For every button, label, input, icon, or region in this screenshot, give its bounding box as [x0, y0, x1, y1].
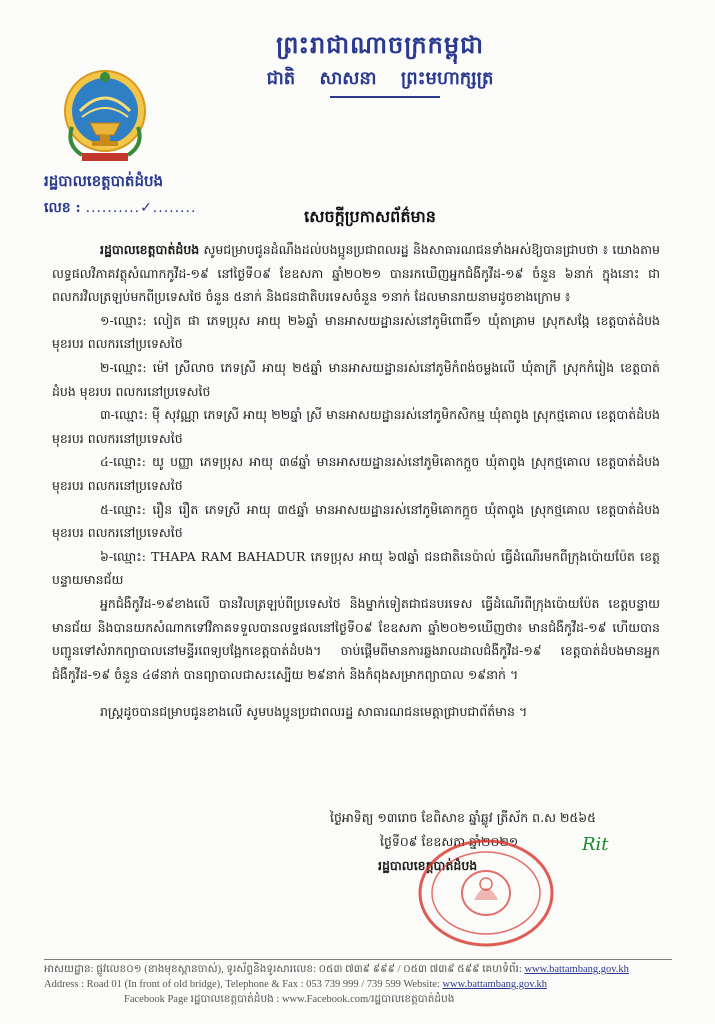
patient-item-5: ៥-ឈ្មោះ: រឿន រឿត ភេទស្រី អាយុ ៣៥ឆ្នាំ មានអាសយដ្ឋានរស់នៅភូមិគោកក្អួច ឃុំតាពូង ស្រុកថ្មគោល ខេត្តបាត់ដំបង មុខរបរ ពលករនៅប្រទេសថៃ — [52, 501, 660, 541]
patient-item-2: ២-ឈ្មោះ: ម៉ៅ ស្រីលាច ភេទស្រី អាយុ ២៥ឆ្នាំ មានអាសយដ្ឋានរស់នៅភូមិកំពង់ចម្លងលើ ឃុំតាក្រី ស្រុកកំរៀង ខេត្តបាត់ដំបង មុខរបរ ពលករនៅប្រទេសថៃ — [52, 359, 660, 399]
issuing-office: រដ្ឋបាលខេត្តបាត់ដំបង — [44, 172, 164, 190]
reference-value: ..........✓........ — [85, 200, 197, 216]
kingdom-heading: ព្រះរាជាណាចក្រកម្ពុជា — [276, 30, 484, 59]
footer-divider — [44, 959, 672, 960]
intro-lead: រដ្ឋបាលខេត្តបាត់ដំបង — [100, 242, 200, 257]
handwritten-signature: Rit — [582, 834, 609, 855]
document-body — [52, 238, 660, 724]
closing-paragraph: រាស្ត្រដូចបានជម្រាបជូនខាងលើ សូមបងប្អូនប្រជាពលរដ្ឋ សាធារណជនមេត្តាជ្រាបជាព័ត៌មាន ។ — [100, 704, 528, 720]
footer-line-english — [44, 977, 674, 992]
official-seal-stamp — [416, 838, 556, 948]
footer-address-label: Address — [44, 979, 79, 990]
footer-address-english: : Road 01 (In front of old bridge), Telephone & Fax : 053 739 999 / 739 599 Website: — [81, 979, 440, 990]
summary-paragraph: អ្នកជំងឺកូវីដ-១៩ខាងលើ បានវិលត្រឡប់ពីប្រទេសថៃ និងម្នាក់ទៀតជាជនបរទេស ធ្វើដំណើរពីក្រុងប៉ោយប៉ែត ខេត្តបន្ទាយមានជ័យ និងបានយកសំណាកទៅវិភាគទទួលបានលទ្ធផលនៅថ្ងៃទី០៩ ខែឧសភា ឆ្នាំ២០២១ឃើញថា៖ មានជំងឺកូវីដ-១៩ ហើយបានបញ្ជូនទៅសំរាកព្យាបាលនៅមន្ទីរពេទ្យបង្អែកខេត្តបាត់ដំបង។ ចាប់ផ្តើមពីមានការឆ្លងរាលដាលជំងឺកូវីដ-១៩ ខេត្តបាត់ដំបងមានអ្នកជំងឺកូវីដ-១៩ ចំនួន ៤៨នាក់ បានព្យាបាលជាសះស្បើយ ២៩នាក់ និងកំពុងសម្រាកព្យាបាល ១៩នាក់ ។ — [52, 595, 660, 682]
national-motto: ជាតិ សាសនា ព្រះមហាក្សត្រ — [266, 68, 494, 89]
intro-text: សូមជម្រាបជូនដំណឹងដល់បងប្អូនប្រជាពលរដ្ឋ និងសាធារណជនទាំងអស់ឱ្យបានជ្រាបថា ៖ យោងតាមលទ្ធផលវិភាគវត្ថុសំណាកកូវីដ-១៩ នៅថ្ងៃទី០៩ ខែឧសភា ឆ្នាំ២០២១ បានរកឃើញអ្នកជំងឺកូវីដ-១៩ ចំនួន ៦នាក់ ក្នុងនោះ ជាពលករវិលត្រឡប់មកពីប្រទេសថៃ ចំនួន ៥នាក់ និងជនជាតិបរទេសចំនួន ១នាក់ ដែលមានរាយនាមដូចខាងក្រោម ៖ — [52, 242, 660, 305]
patient-item-1: ១-ឈ្មោះ: លៀត ផា ភេទប្រុស អាយុ ២៦ឆ្នាំ មានអាសយដ្ឋានរស់នៅភូមិពោធិ៍១ ឃុំតាគ្រាម ស្រុកសង្កែ ខេត្តបាត់ដំបង មុខរបរ ពលករនៅប្រទេសថៃ — [52, 312, 660, 352]
provincial-emblem-icon — [62, 65, 148, 165]
reference-label: លេខ : — [44, 200, 81, 216]
motto-divider — [330, 96, 440, 98]
solar-date: ថ្ងៃទី០៩ ខែឧសភា ឆ្នាំ២០២១ — [380, 834, 519, 849]
patient-item-4: ៤-ឈ្មោះ: យូ បញ្ញា ភេទប្រុស អាយុ ៣៨ឆ្នាំ មានអាសយដ្ឋានរស់នៅភូមិគោកក្អួច ឃុំតាពូង ស្រុកថ្មគោល ខេត្តបាត់ដំបង មុខរបរ ពលករនៅប្រទេសថៃ — [52, 454, 660, 493]
patient-item-3: ៣-ឈ្មោះ: ម៉ី សុវណ្ណា ភេទស្រី អាយុ ២២ឆ្នាំ ស្រី មានអាសយដ្ឋានរស់នៅភូមិកសិកម្ម ឃុំតាពូង ស្រុកថ្មគោល ខេត្តបាត់ដំបង មុខរបរ ពលករនៅប្រទេសថៃ — [52, 407, 660, 446]
intro-paragraph — [52, 238, 660, 309]
signer-office: រដ្ឋបាលខេត្តបាត់ដំបង — [378, 858, 478, 873]
reference-number — [44, 198, 196, 219]
footer-address-khmer: អាសយដ្ឋាន: ផ្លូវលេខ០១ (ខាងមុខស្ពានចាស់), ទូរស័ព្ទនិងទូរសារលេខ: ០៥៣ ៧៣៩ ៩៩៩ / ០៥៣ ៧៣៩ ៥៩៩ គេហទំព័រ: — [44, 964, 522, 975]
footer-facebook: Facebook Page រដ្ឋបាលខេត្តបាត់ដំបង : www.Facebook.com/រដ្ឋបាលខេត្តបាត់ដំបង — [124, 994, 455, 1005]
patient-item-6: ៦-ឈ្មោះ: THAPA RAM BAHADUR ភេទប្រុស អាយុ ៦៧ឆ្នាំ ជនជាតិនេប៉ាល់ ធ្វើដំណើរមកពីក្រុងប៉ោយប៉ែត ខេត្តបន្ទាយមានជ័យ — [52, 548, 660, 588]
footer-line-khmer — [44, 962, 674, 977]
footer-website-link-en[interactable]: www.battambang.gov.kh — [442, 979, 547, 990]
footer-website-link-kh[interactable]: www.battambang.gov.kh — [524, 964, 629, 975]
letterhead-footer — [44, 962, 674, 1007]
lunar-date: ថ្ងៃអាទិត្យ ១៣រោច ខែពិសាខ ឆ្នាំឆ្លូវ ត្រីស័ក ព.ស ២៥៦៥ — [330, 810, 596, 825]
document-title: សេចក្តីប្រកាសព័ត៌មាន — [304, 207, 436, 226]
